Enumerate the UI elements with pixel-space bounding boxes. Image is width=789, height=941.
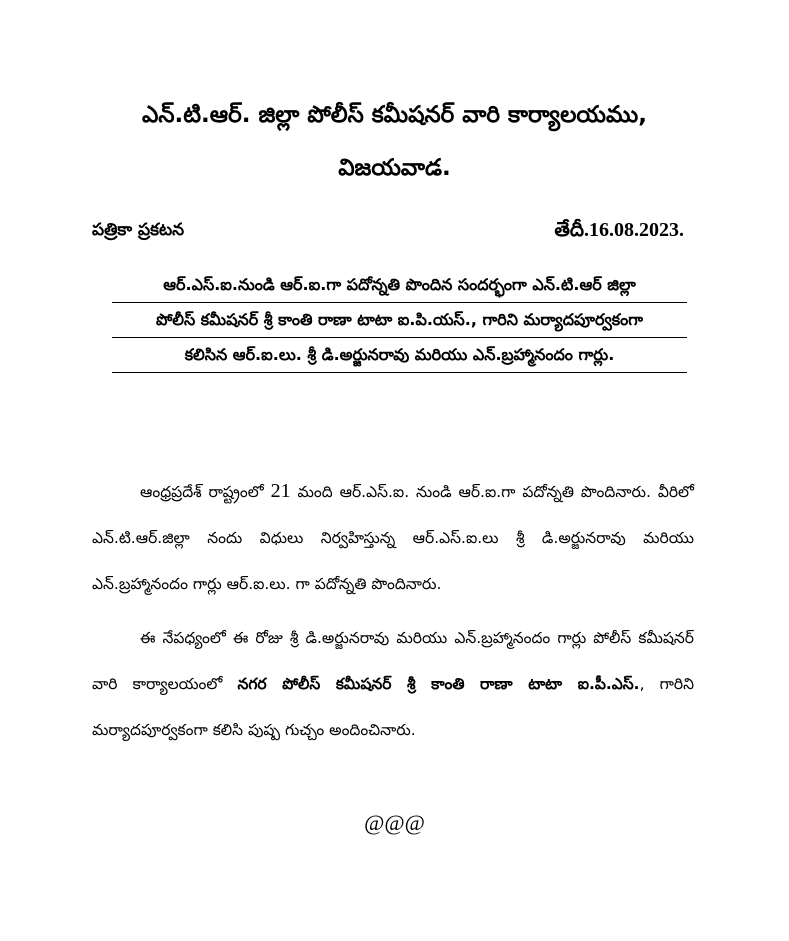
headline-line-3: కలిసిన ఆర్.ఐ.లు. శ్రీ డి.అర్జునరావు మరియు ఎన్.బ్రహ్మానందం గార్లు. — [112, 338, 687, 373]
paragraph-2-text-a: ఈ నేపధ్యంలో ఈ రోజు శ్రీ డి.అర్జునరావు మరియు ఎన్.బ్రహ్మానందం గార్లు పోలీస్ కమీషనర్ వారి కార్యాలయంలో — [92, 629, 694, 693]
body-text — [92, 468, 694, 761]
office-city: విజయవాడ. — [338, 155, 451, 181]
paragraph-1 — [92, 468, 694, 607]
release-date: తేదీ.16.08.2023. — [554, 219, 684, 241]
paragraph-1-text-b: మంది ఆర్.ఎస్.ఐ. నుండి ఆర్.ఐ.గా పదోన్నతి పొందినారు. వీరిలో ఎన్.టి.ఆర్.జిల్లా నందు విధులు నిర్వహిస్తున్న ఆర్.ఎస్.ఐ.లు శ్రీ డి.అర్జునరావు మరియు ఎన్.బ్రహ్మానందం గార్లు ఆర్.ఐ.లు. గా పదోన్నతి పొందినారు. — [92, 483, 694, 593]
officer-count: 21 — [270, 480, 291, 502]
commissioner-name: నగర పోలీస్ కమీషనర్ శ్రీ కాంతి రాణా టాటా ఐ.పీ.ఎస్. — [237, 675, 640, 693]
headline-line-2: పోలీస్ కమీషనర్ శ్రీ కాంతి రాణా టాటా ఐ.పి.యస్., గారిని మర్యాదపూర్వకంగా — [112, 303, 687, 338]
paragraph-2-text-b: , గారిని మర్యాదపూర్వకంగా కలిసి పుష్ప గుచ్చం అందించినారు. — [92, 675, 694, 739]
headline — [112, 268, 687, 373]
paragraph-1-text-a: ఆంధ్రప్రదేశ్ రాష్ట్రంలో — [140, 483, 271, 501]
paragraph-2 — [92, 615, 694, 753]
press-release-label: పత్రికా ప్రకటన — [92, 220, 185, 240]
headline-line-1: ఆర్.ఎస్.ఐ.నుండి ఆర్.ఐ.గా పదోన్నతి పొందిన సందర్భంగా ఎన్.టి.ఆర్ జిల్లా — [112, 268, 687, 303]
end-mark: @@@ — [364, 810, 425, 835]
office-title: ఎన్.టి.ఆర్. జిల్లా పోలీస్ కమీషనర్ వారి కార్యాలయము, — [141, 102, 648, 128]
